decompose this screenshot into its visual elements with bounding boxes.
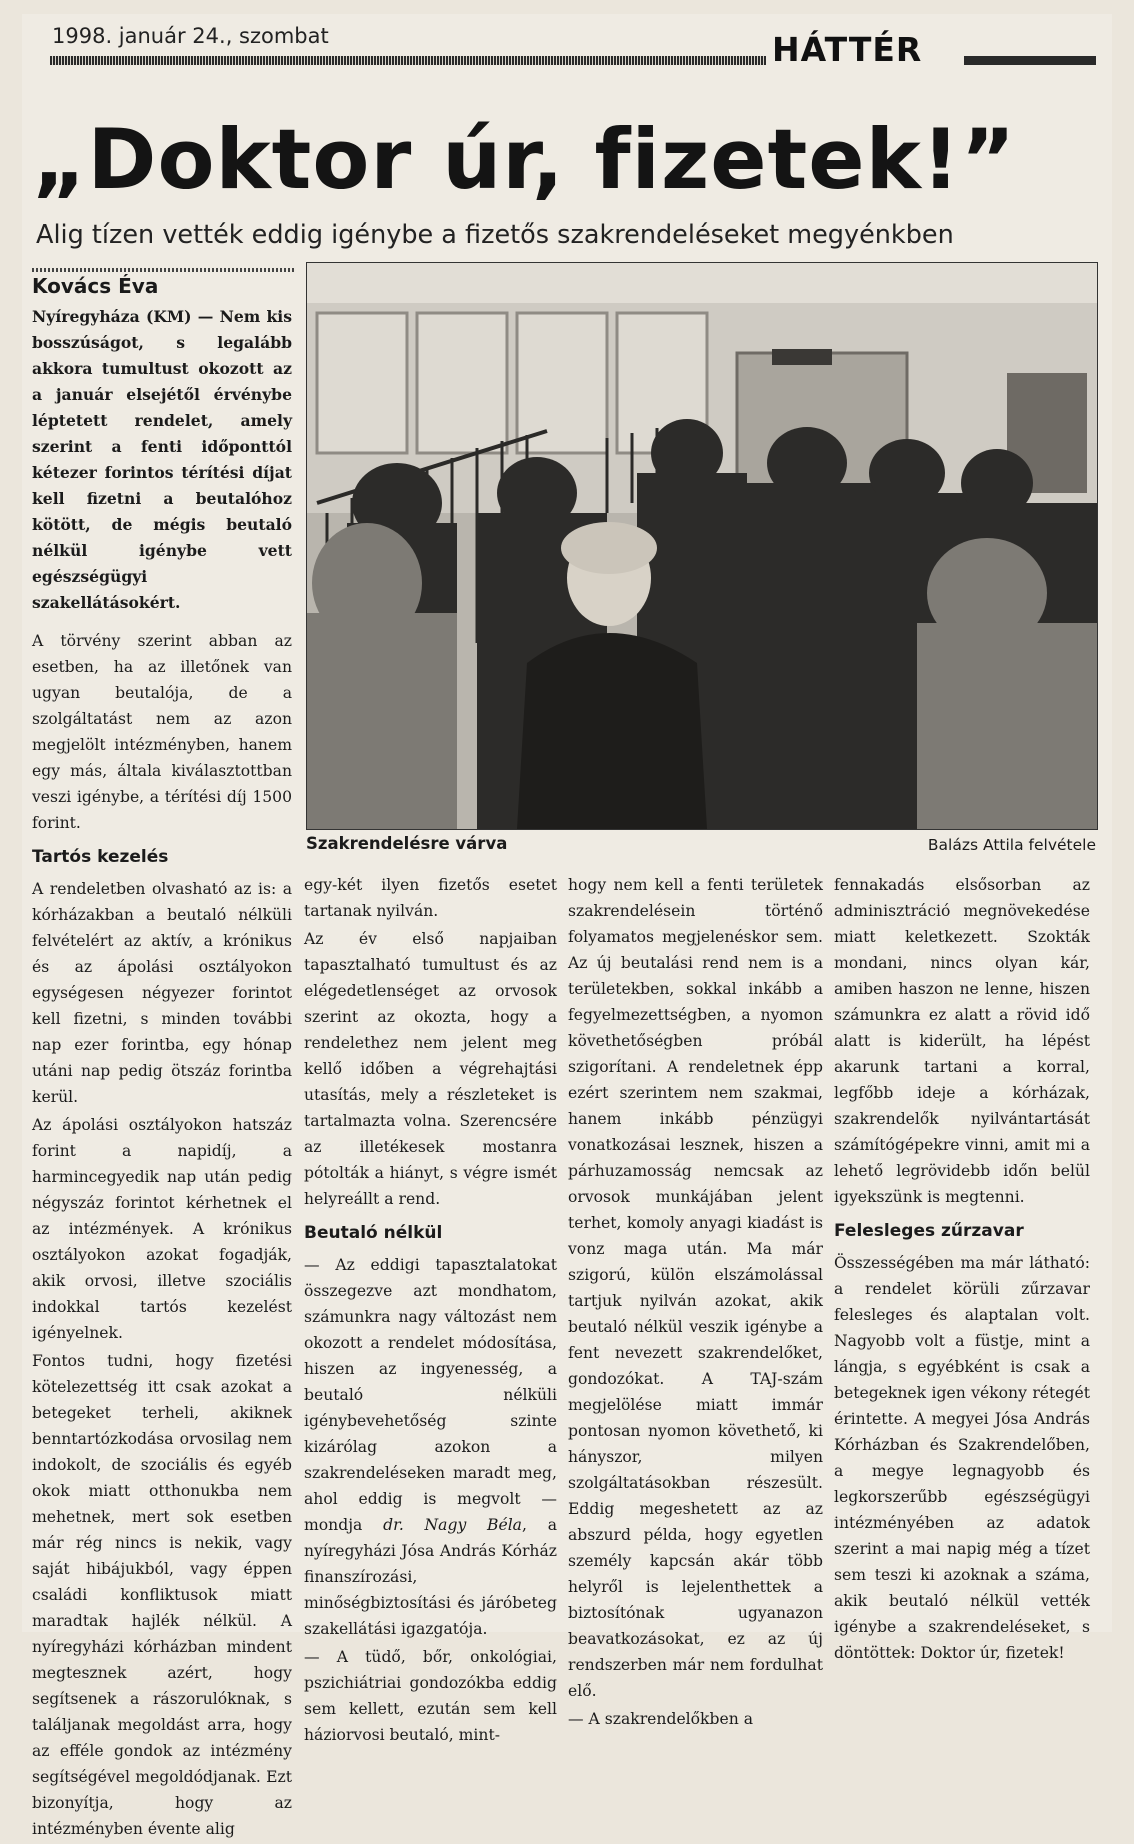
newspaper-page [22,14,1112,1838]
issue-date: 1998. január 24., szombat [52,24,329,48]
body-paragraph: hogy nem kell a fenti területek szakrendelésein történő folyamatos megjelenéskor sem. Az új beutalási rend nem is a területekben, sokkal inkább a fegyelmezettségben, a nyomon követhetőségben próbál szigorítani. A rendeletnek épp ezért szerintem nem szakmai, hanem inkább pénzügyi vonatkozásai lesznek, hiszen a párhuzamosság nemcsak az orvosok munkájában jelent terhet, komoly anyagi kiadást is vonz maga után. Ma már szigorú, külön elszámolással tartjuk nyilván azokat, akik beutaló nélkül veszik igénybe a fent nevezett szakrendelőket, gondozókat. A TAJ-szám megjelölése miatt immár pontosan nyomon követhető, ki hányszor, milyen szolgáltatásokban részesült. Eddig megeshetett az az abszurd példa, hogy egyetlen személy kapcsán akár több helyről is lejelenthettek a biztosítónak ugyanazon beavatkozásokat, ez az új rendszerben már nem fordulhat elő. [568,876,823,1700]
text-column-3 [568,872,823,1734]
photo-credit: Balázs Attila felvétele [927,836,1096,854]
byline: Kovács Éva [32,274,159,298]
page-header [36,20,1096,72]
photo-caption: Szakrendelésre várva [306,834,508,853]
section-label: HÁTTÉR [772,30,923,69]
text-column-1 [32,304,292,1844]
body-paragraph: Összességében ma már látható: a rendelet körüli zűrzavar felesleges és alaptalan volt. Nagyobb volt a füstje, mint a lángja, s egyébként is csak a betegeknek igen vékony rétegét érintette. A megyei Jósa András Kórházban és Szakrendelőben, a megye legnagyobb és legkorszerűbb egészségügyi intézményében az adatok szerint a mai napig még a tízet sem teszi ki azoknak a száma, akik beutaló nélkül vették igénybe a szakrendeléseket, s döntöttek: Doktor úr, fizetek! [834,1254,1090,1662]
body-paragraph: — A szakrendelőkben a [568,1710,754,1728]
body-paragraph: Az ápolási osztályokon hatszáz forint a napidíj, a harmincegyedik nap után pedig négyszáz forintot kérhetnek el az intézmények. A krónikus osztályokon azokat fogadják, akik orvosi, illetve szociális indokkal tartós kezelést igényelnek. [32,1116,292,1342]
body-paragraph: — A tüdő, bőr, onkológiai, pszichiátriai gondozókba eddig sem kellett, ezután sem kell háziorvosi beutaló, mint- [304,1648,557,1744]
quote-text-cont: , a nyíregyházi Jósa András Kórház finanszírozási, minőségbiztosítási és járóbeteg szakellátási igazgatója. [304,1516,557,1638]
body-paragraph [304,1252,557,1642]
subtitle-beutalo-nelkul: Beutaló nélkül [304,1223,443,1243]
body-paragraph: A rendeletben olvasható az is: a kórházakban a beutaló nélküli felvételért az aktív, a krónikus és az ápolási osztályokon egységesen négyezer forintot kell fizetni, s minden további nap ezer forintba, egy hónap utáni nap pedig ötszáz forintba kerül. [32,880,292,1106]
body-paragraph: egy-két ilyen fizetős esetet tartanak nyilván. [304,876,557,920]
body-paragraph: Fontos tudni, hogy fizetési kötelezettség itt csak azokat a betegeket terheli, akiknek benntartózkodása orvosilag nem indokolt, de szociális és egyéb okok miatt otthonukba nem mehetnek, mert sok esetben már rég nincs is nekik, vagy saját hibájukból, vagy éppen családi konfliktusok miatt maradtak hajlék nélkül. A nyíregyházi kórházban mindent megtesznek azért, hogy segítsenek a rászorulóknak, s találjanak megoldást arra, hogy az efféle gondok az intézmény segítségével megoldódjanak. Ezt bizonyítja, hogy az intézményben évente alig [32,1352,292,1838]
header-rule-right [964,56,1096,65]
lead-paragraph: Nyíregyháza (KM) — Nem kis bosszúságot, s legalább akkora tumultust okozott az a január elsejétől érvénybe léptetett rendelet, amely szerint a fenti időponttól kétezer forintos térítési díjat kell fizetni a beutalóhoz kötött, de mégis beutaló nélkül igénybe vett egészségügyi szakellátásokért. [32,307,292,612]
body-paragraph: fennakadás elsősorban az adminisztráció megnövekedése miatt keletkezett. Szokták mondani, nincs olyan kár, amiben haszon ne lenne, hiszen számunkra ez alatt a rövid idő alatt is kiderült, ha lépést akarunk tartani a korral, legfőbb ideje a kórházak, szakrendelők nyilvántartását számítógépekre vinni, amit mi a lehető legrövidebb időn belül igyekszünk is megtenni. [834,876,1090,1206]
body-paragraph: A törvény szerint abban az esetben, ha az illetőnek van ugyan beutalója, de a szolgáltatást nem az azon megjelölt intézményben, hanem egy más, általa kiválasztottban veszi igénybe, a térítési díj 1500 forint. [32,632,292,832]
news-photo [306,262,1098,830]
subtitle-felesleges-zurzavar: Felesleges zűrzavar [834,1221,1024,1241]
text-column-2 [304,872,557,1750]
byline-rule [32,268,294,272]
text-column-4 [834,872,1090,1668]
body-paragraph: Az év első napjaiban tapasztalható tumultust és az elégedetlenséget az orvosok szerint az okozta, hogy a rendelethez nem jelent meg kellő időben a végrehajtási utasítás, mely a részleteket is tartalmazta volna. Szerencsére az illetékesek mostanra pótolták a hiányt, s végre ismét helyreállt a rend. [304,930,557,1208]
quote-text: — Az eddigi tapasztalatokat összegezve azt mondhatom, számunkra nagy változást nem okozott a rendelet módosítása, hiszen az ingyenesség, a beutaló nélküli igénybevehetőség szinte kizárólag azokon a szakrendeléseken maradt meg, ahol eddig is megvolt — mondja [304,1256,557,1534]
quoted-person: dr. Nagy Béla [383,1516,522,1534]
headline: „Doktor úr, fizetek!” [32,111,1017,208]
subtitle-tartos-kezeles: Tartós kezelés [32,847,169,867]
header-rule [50,56,766,65]
subheadline: Alig tízen vették eddig igénybe a fizetős szakrendeléseket megyénkben [36,220,954,250]
